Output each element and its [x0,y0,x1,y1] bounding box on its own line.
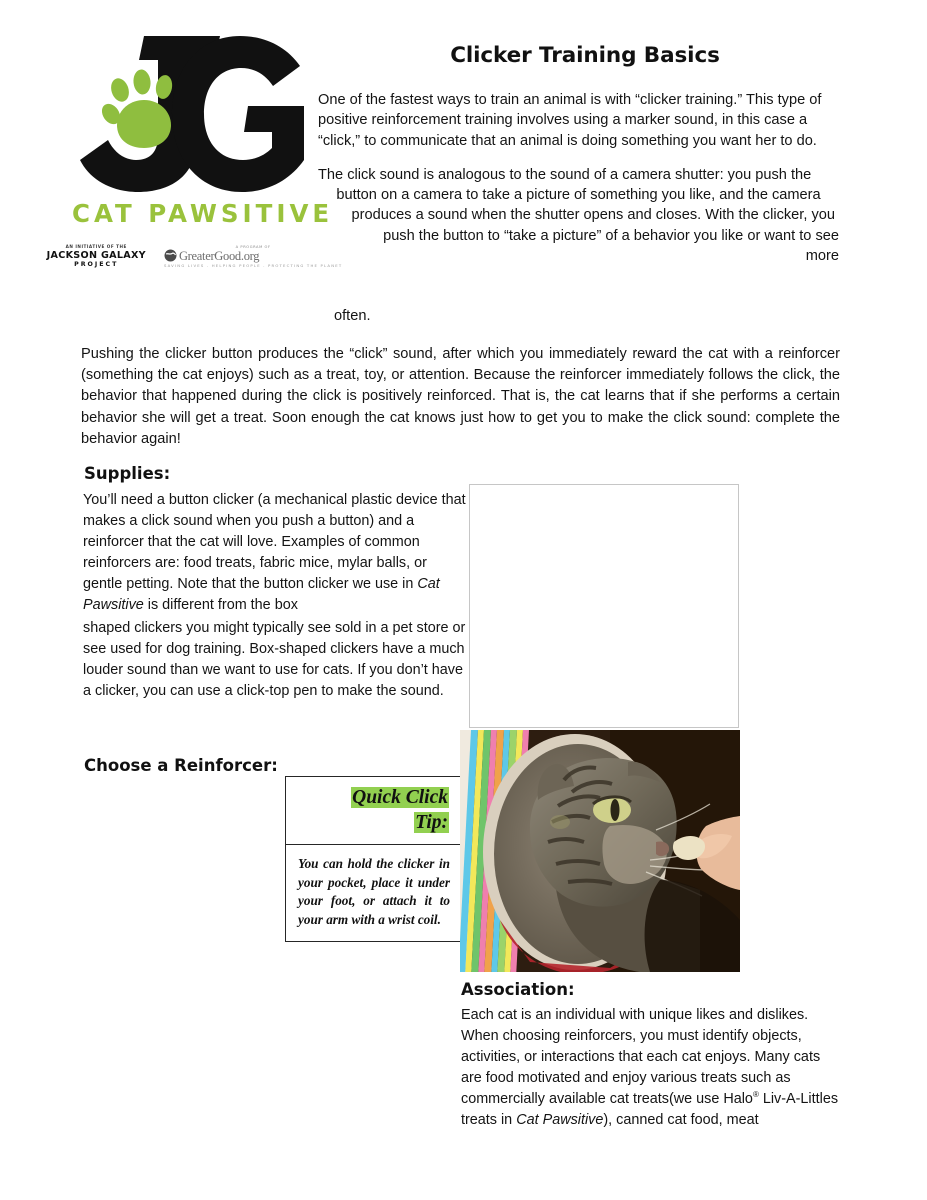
intro-paragraph-1: One of the fastest ways to train an animal is with “clicker training.” This type of positive reinforcement training involves using a marker sound, in this case a “click,” to communicate that an animal is doing something you want her to do. [318,92,822,149]
intro-p2-line-5: more [805,247,839,264]
jackson-galaxy-name: JACKSON GALAXY [46,250,146,262]
tip-body-text: You can hold the clicker in your pocket, place it under your foot, or attach it to your arm with a wrist coil. [298,855,450,928]
missing-image-placeholder [469,484,739,728]
association-part-2: Liv-A-Littles treats in [461,1091,839,1129]
jackson-galaxy-credit [47,245,146,268]
supplies-part-1: You’ll need a button clicker (a mechanical plastic device that makes a click sound when you push a button) and a reinforcer that the cat will love. Examples of common reinforcers are: food treats, fabric mice, mylar balls, or gentle petting. Note that the button clicker we use in [83,492,466,593]
supplies-paragraph-2: shaped clickers you might typically see sold in a pet store or see used for dog training. Box-shaped clickers have a much louder sound than we want to use for cats. If you don’t have a clicker, you can use a click-top pen to make the sound. [83,620,466,700]
body-paragraph: Pushing the clicker button produces the “click” sound, after which you immediately reward the cat with a reinforcer (something the cat enjoys) such as a treat, toy, or attention. Because the reinforcer immediately follows the click, the behavior that happened during the click is positively reinforced. That is, the cat learns that if she performs a certain behavior she will get a treat. Soon enough the cat knows just how to get you to make the click sound: complete the behavior again! [81,346,840,447]
supplies-body [83,490,468,702]
intro-p2-line-1: The click sound is analogous to the sound of a camera shutter: you push the [318,166,812,183]
intro-p2-tail: often. [334,308,371,324]
cat-pawsitive-logo [46,30,343,298]
greatergood-lockup [164,249,342,263]
jackson-galaxy-kicker: AN INITIATIVE OF THE [65,244,127,250]
association-heading: Association: [461,980,575,999]
intro-p2-line-2: button on a camera to take a picture of something you like, and the camera [336,187,821,204]
choose-reinforcer-heading: Choose a Reinforcer: [84,756,278,775]
association-part-1: Each cat is an individual with unique likes and dislikes. When choosing reinforcers, you must identify objects, activities, or interactions that each cat enjoys. Many cats are food motivated and enjoy various treats such as commercially available cat treats(we use Halo [461,1007,821,1108]
association-part-3: ), canned cat food, meat [603,1112,759,1129]
supplies-italic-1: Cat Pawsitive [83,576,440,614]
association-italic-1: Cat Pawsitive [516,1112,604,1129]
jg-monogram-icon [72,30,317,198]
greatergood-credit [164,245,342,269]
greatergood-name: GreaterGood.org [178,248,260,263]
cat-photo [460,730,740,972]
page-title: Clicker Training Basics [450,43,720,68]
intro-p2-line-3: produces a sound when the shutter opens and closes. With the clicker, you [351,207,835,224]
intro-column [318,90,839,266]
globe-icon [164,249,177,262]
intro-paragraph-2 [318,165,839,266]
registered-mark: ® [752,1090,759,1100]
tip-header-line-2: Tip: [415,811,448,833]
paw-print-icon [98,69,174,148]
association-body [461,1005,842,1131]
supplies-part-2: is different from the box [143,597,298,614]
intro-p2-line-4: push the button to “take a picture” of a behavior you like or want to see [383,227,839,244]
supplies-paragraph-1 [83,490,468,616]
supplies-heading: Supplies: [84,464,171,483]
greatergood-kicker: A PROGRAM OF [235,244,271,249]
tip-header [286,777,461,845]
quick-click-tip-box [285,776,462,942]
tip-header-line-1: Quick Click [352,787,448,808]
jackson-galaxy-project: PROJECT [74,261,119,269]
greatergood-tagline: SAVING LIVES . HELPING PEOPLE . PROTECTING THE PLANET [163,263,343,268]
association-paragraph [461,1005,842,1131]
logo-credits [46,244,343,269]
logo-wordmark: CAT PAWSITIVE [72,199,334,228]
